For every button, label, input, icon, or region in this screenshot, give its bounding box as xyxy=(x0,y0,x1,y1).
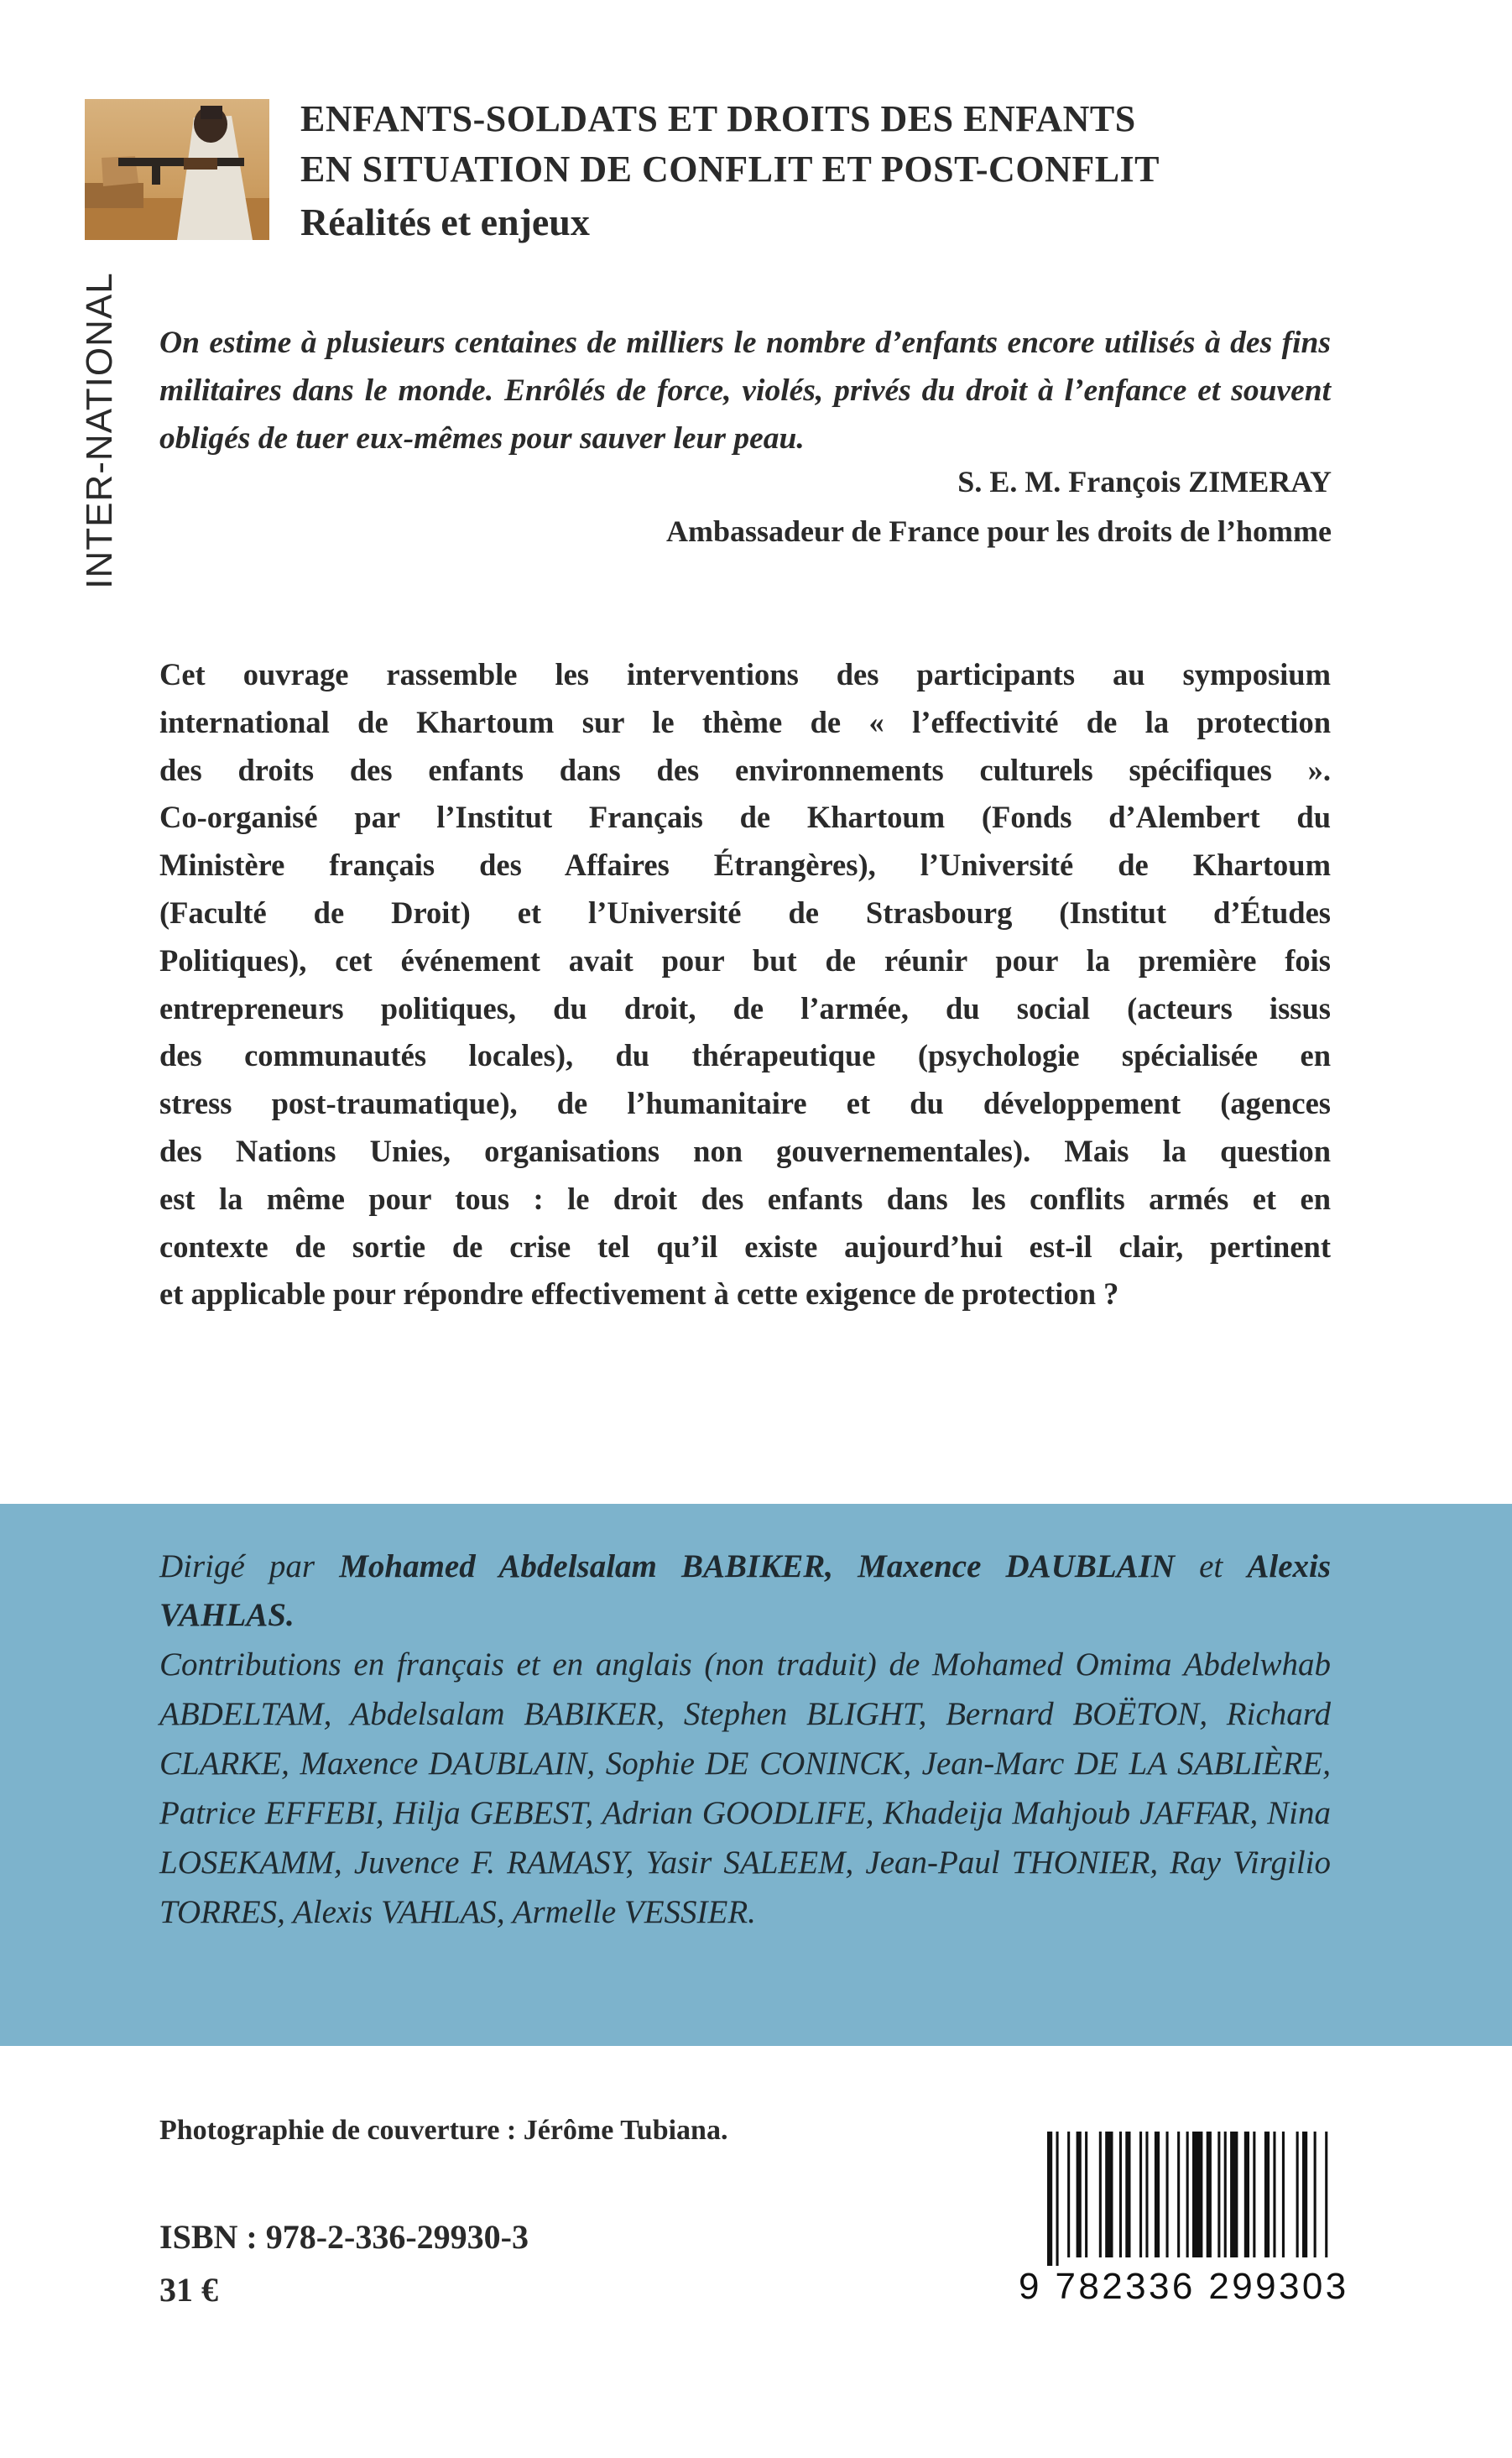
title-block xyxy=(300,94,1349,250)
barcode-bar xyxy=(1244,2132,1249,2257)
barcode-bar xyxy=(1125,2132,1130,2257)
book-title-line-2: EN SITUATION DE CONFLIT ET POST-CONFLIT xyxy=(300,149,1160,190)
description-line: est la même pour tous : le droit des enfants dans les conflits armés et en xyxy=(159,1181,1331,1216)
barcode-bar xyxy=(1217,2132,1220,2257)
barcode-bar xyxy=(1085,2132,1087,2257)
editors xyxy=(159,1542,1331,1640)
directors: Mohamed Abdelsalam BABIKER, Maxence DAUBLAIN xyxy=(339,1548,1176,1584)
directed-by-prefix: Dirigé par xyxy=(159,1548,315,1584)
directors-and: et xyxy=(1199,1548,1223,1584)
book-description xyxy=(159,651,1331,1318)
barcode-bar xyxy=(1314,2132,1316,2257)
barcode-bar xyxy=(1207,2132,1212,2257)
isbn: ISBN : 978-2-336-29930-3 xyxy=(159,2218,529,2256)
barcode-bar xyxy=(1325,2132,1327,2257)
description-line: (Faculté de Droit) et l’Université de Strasbourg (Institut d’Études xyxy=(159,895,1331,930)
description-line: Co-organisé par l’Institut Français de Khartoum (Fonds d’Alembert du xyxy=(159,800,1331,835)
barcode-bar xyxy=(1177,2132,1180,2257)
description-line: des droits des enfants dans des environnements culturels spécifiques ». xyxy=(159,752,1331,787)
barcode-bar xyxy=(1302,2132,1307,2257)
director-last: Alexis VAHLAS. xyxy=(159,1548,1332,1633)
barcode-bar xyxy=(1047,2132,1052,2266)
book-subtitle: Réalités et enjeux xyxy=(300,201,590,243)
barcode-bar xyxy=(1192,2132,1202,2257)
barcode-bar xyxy=(1224,2132,1227,2257)
collection-name: INTER-NATIONAL xyxy=(79,272,120,589)
barcode-bar xyxy=(1264,2132,1270,2257)
description-line: contexte de sortie de crise tel qu’il existe aujourd’hui est-il clair, pertinent xyxy=(159,1229,1331,1264)
barcode-bars xyxy=(1044,2132,1329,2266)
barcode-bar xyxy=(1119,2132,1122,2257)
cover-photo-thumbnail xyxy=(85,99,269,240)
barcode-bar xyxy=(1282,2132,1285,2257)
description-line: stress post-traumatique), de l’humanitaire et du développement (agences xyxy=(159,1086,1331,1121)
barcode-bar xyxy=(1056,2132,1059,2266)
barcode-bar xyxy=(1273,2132,1275,2257)
barcode-bar xyxy=(1186,2132,1189,2257)
description-line: entrepreneurs politiques, du droit, de l’armée, du social (acteurs issus xyxy=(159,990,1331,1025)
contributors: Contributions en français et en anglais (non traduit) de Mohamed Omima Abdelwhab ABDELTAM, Abdelsalam BABIKER, Stephen BLIGHT, Bernard BOËTON, Richard CLARKE, Maxence DAUBLAIN, Sophie DE CONINCK, Jean-Marc DE LA SABLIÈRE, Patrice EFFEBI, Hilja GEBEST, Adrian GOODLIFE, Khadeija Mahjoub JAFFAR, Nina LOSEKAMM, Juvence F. RAMASY, Yasir SALEEM, Jean-Paul THONIER, Ray Virgilio TORRES, Alexis VAHLAS, Armelle VESSIER. xyxy=(159,1646,1331,1930)
book-title-line-1: ENFANTS-SOLDATS ET DROITS DES ENFANTS xyxy=(300,98,1136,139)
barcode-bar xyxy=(1296,2132,1299,2257)
description-line: Ministère français des Affaires Étrangères), l’Université de Khartoum xyxy=(159,848,1331,883)
barcode-bar xyxy=(1230,2132,1238,2257)
description-line: international de Khartoum sur le thème de « l’effectivité de la protection xyxy=(159,704,1331,739)
description-line: des Nations Unies, organisations non gouvernementales). Mais la question xyxy=(159,1133,1331,1168)
description-line: et applicable pour répondre effectivement à cette exigence de protection ? xyxy=(159,1276,1119,1312)
barcode-bar xyxy=(1099,2132,1102,2257)
barcode-bar xyxy=(1067,2132,1070,2257)
description-line: Politiques), cet événement avait pour but de réunir pour la première fois xyxy=(159,942,1331,978)
barcode-digits: 9 782336 299303 xyxy=(1019,2266,1349,2307)
barcode-bar xyxy=(1253,2132,1255,2257)
description-line: Cet ouvrage rassemble les interventions des participants au symposium xyxy=(159,657,1331,691)
quote-author: S. E. M. François ZIMERAY xyxy=(957,465,1332,498)
description-line: des communautés locales), du thérapeutique (psychologie spécialisée en xyxy=(159,1038,1331,1073)
price: 31 € xyxy=(159,2271,218,2309)
epigraph-quote: On estime à plusieurs centaines de milliers le nombre d’enfants encore utilisés à des fins militaires dans le monde. Enrôlés de force, violés, privés du droit à l’enfance et souvent obligés de tuer eux-mêmes pour sauver leur peau. xyxy=(159,326,1331,456)
quote-author-role: Ambassadeur de France pour les droits de l’homme xyxy=(665,514,1332,548)
barcode-bar xyxy=(1077,2132,1082,2257)
barcode-bar xyxy=(1145,2132,1148,2257)
barcode-bar xyxy=(1155,2132,1160,2257)
barcode-bar xyxy=(1139,2132,1142,2257)
photo-credit: Photographie de couverture : Jérôme Tubiana. xyxy=(159,2115,728,2146)
barcode-bar xyxy=(1166,2132,1169,2257)
soldier-photo xyxy=(85,99,269,240)
collection-label xyxy=(81,258,119,603)
barcode-bar xyxy=(1105,2132,1113,2257)
